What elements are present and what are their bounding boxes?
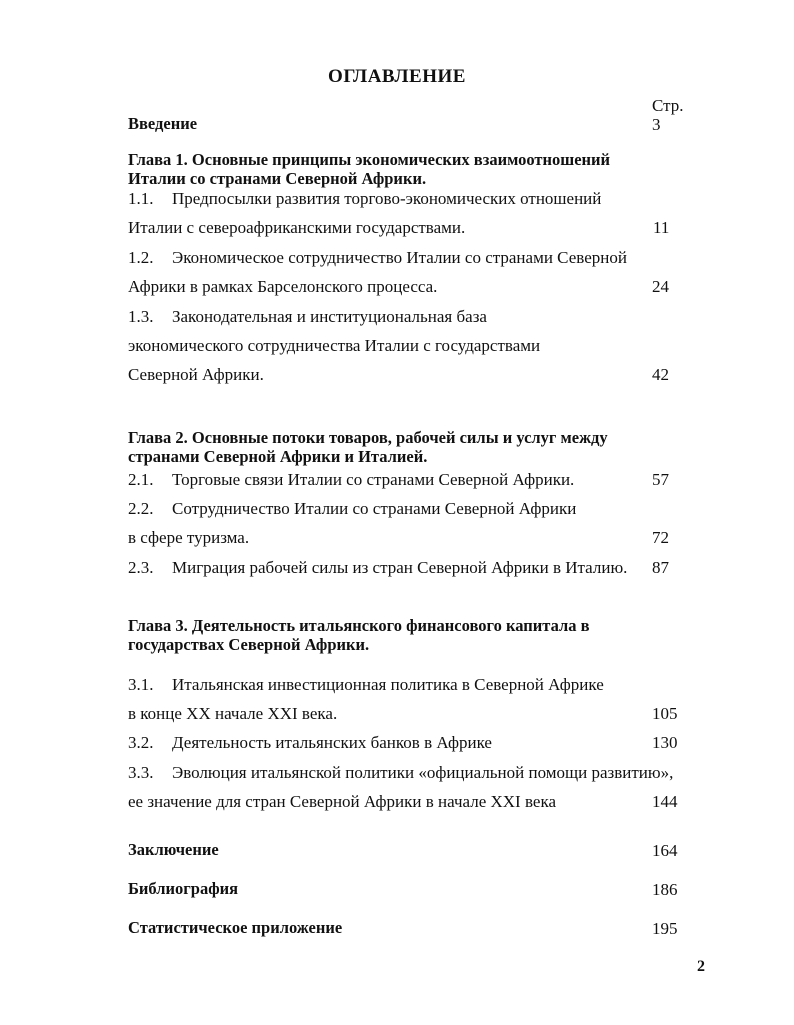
section-3-1-line1: Итальянская инвестиционная политика в Северной Африке (172, 675, 604, 694)
toc-intro-page: 3 (652, 115, 661, 134)
section-1-3-page: 42 (652, 365, 669, 384)
section-2-2-line2: в сфере туризма. (128, 528, 250, 547)
section-2-2-page: 72 (652, 528, 669, 547)
section-1-1-line2: Италии с североафриканскими государствами. (128, 218, 466, 237)
page-number: 2 (697, 958, 705, 975)
chapter2-heading-line1: Глава 2. Основные потоки товаров, рабочей силы и услуг между (128, 428, 608, 447)
section-3-1-line2: в конце XX начале XXI века. (128, 704, 338, 723)
section-3-1-page: 105 (652, 704, 678, 723)
section-3-2-number: 3.2. (128, 733, 154, 752)
toc-conclusion-page: 164 (652, 841, 678, 860)
chapter1-heading-line2: Италии со странами Северной Африки. (128, 169, 427, 188)
section-1-1-number: 1.1. (128, 189, 154, 208)
section-3-3-number: 3.3. (128, 763, 154, 782)
toc-appendix-label: Статистическое приложение (128, 918, 343, 937)
toc-conclusion-label: Заключение (128, 840, 219, 859)
section-3-3-line2: ее значение для стран Северной Африки в начале XXI века (128, 792, 556, 811)
chapter3-heading-line1: Глава 3. Деятельность итальянского финансового капитала в (128, 616, 590, 635)
page-column-header: Стр. (652, 96, 684, 115)
section-2-3-line1: Миграция рабочей силы из стран Северной Африки в Италию. (172, 558, 628, 577)
section-3-2-line1: Деятельность итальянских банков в Африке (172, 733, 492, 752)
section-3-3-page: 144 (652, 792, 678, 811)
section-1-3-line2: экономического сотрудничества Италии с государствами (128, 336, 541, 355)
section-3-2-page: 130 (652, 733, 678, 752)
chapter1-heading-line1: Глава 1. Основные принципы экономических взаимоотношений (128, 150, 611, 169)
section-1-2-page: 24 (652, 277, 669, 296)
section-2-2-line1: Сотрудничество Италии со странами Северной Африки (172, 499, 577, 518)
chapter3-heading-line2: государствах Северной Африки. (128, 635, 370, 654)
section-2-1-line1: Торговые связи Италии со странами Северной Африки. (172, 470, 575, 489)
section-2-2-number: 2.2. (128, 499, 154, 518)
section-2-1-number: 2.1. (128, 470, 154, 489)
section-3-3-line1: Эволюция итальянской политики «официальной помощи развитию», (172, 763, 674, 782)
section-3-1-number: 3.1. (128, 675, 154, 694)
chapter2-heading-line2: странами Северной Африки и Италией. (128, 447, 428, 466)
toc-appendix-page: 195 (652, 919, 678, 938)
toc-bibliography-page: 186 (652, 880, 678, 899)
section-1-3-line1: Законодательная и институциональная база (172, 307, 487, 326)
toc-intro-label: Введение (128, 114, 198, 133)
section-1-2-line1: Экономическое сотрудничество Италии со странами Северной (172, 248, 627, 267)
toc-bibliography-label: Библиография (128, 879, 239, 898)
page-title: ОГЛАВЛЕНИЕ (328, 66, 466, 87)
section-1-1-page: 11 (653, 218, 670, 237)
section-2-3-page: 87 (652, 558, 669, 577)
section-1-3-number: 1.3. (128, 307, 154, 326)
section-2-1-page: 57 (652, 470, 669, 489)
section-2-3-number: 2.3. (128, 558, 154, 577)
section-1-3-line3: Северной Африки. (128, 365, 264, 384)
section-1-2-number: 1.2. (128, 248, 154, 267)
section-1-1-line1: Предпосылки развития торгово-экономических отношений (172, 189, 602, 208)
section-1-2-line2: Африки в рамках Барселонского процесса. (128, 277, 438, 296)
